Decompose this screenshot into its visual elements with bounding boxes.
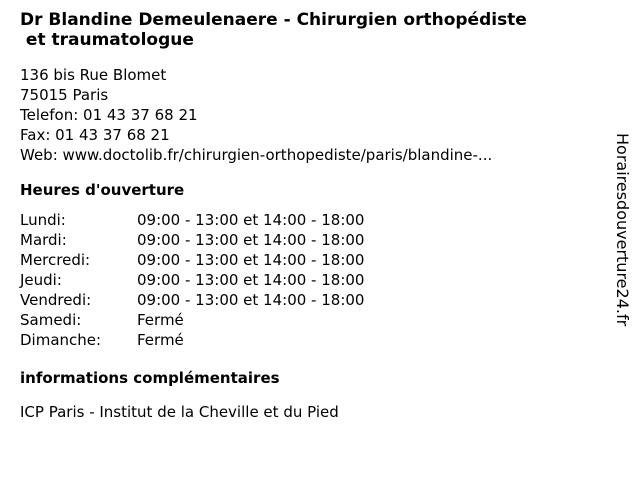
hours-row-samedi <box>20 310 620 330</box>
page-title <box>20 10 620 50</box>
hours-row-jeudi <box>20 270 620 290</box>
hours-row-lundi <box>20 210 620 230</box>
title-line-1: Dr Blandine Demeulenaere - Chirurgien orthopédiste <box>20 10 527 30</box>
hours-value: 09:00 - 13:00 et 14:00 - 18:00 <box>137 231 365 249</box>
street-address: 136 bis Rue Blomet <box>20 66 167 84</box>
day-label: Dimanche: <box>20 331 102 349</box>
fax-number: Fax: 01 43 37 68 21 <box>20 126 170 144</box>
hours-row-dimanche <box>20 330 620 350</box>
hours-value: 09:00 - 13:00 et 14:00 - 18:00 <box>137 291 365 309</box>
hours-value: 09:00 - 13:00 et 14:00 - 18:00 <box>137 251 365 269</box>
phone-number[interactable]: Telefon: 01 43 37 68 21 <box>20 106 198 124</box>
title-line-2: et traumatologue <box>25 30 194 50</box>
hours-value: 09:00 - 13:00 et 14:00 - 18:00 <box>137 211 365 229</box>
day-label: Lundi: <box>20 211 66 229</box>
day-label: Jeudi: <box>20 271 62 289</box>
hours-row-vendredi <box>20 290 620 310</box>
hours-value: 09:00 - 13:00 et 14:00 - 18:00 <box>137 271 365 289</box>
hours-row-mercredi <box>20 250 620 270</box>
day-label: Samedi: <box>20 311 82 329</box>
additional-info-heading: informations complémentaires <box>20 369 280 387</box>
hours-row-mardi <box>20 230 620 250</box>
day-label: Mercredi: <box>20 251 91 269</box>
day-label: Vendredi: <box>20 291 92 309</box>
brand-watermark[interactable]: Horairesdouverture24.fr <box>613 133 632 327</box>
contact-block <box>20 65 620 165</box>
opening-hours-table <box>20 210 620 350</box>
website-link[interactable]: Web: www.doctolib.fr/chirurgien-orthopediste/paris/blandine-... <box>20 146 493 164</box>
additional-info-text: ICP Paris - Institut de la Cheville et du Pied <box>20 403 339 421</box>
hours-value: Fermé <box>137 331 184 349</box>
business-card <box>20 10 620 422</box>
day-label: Mardi: <box>20 231 67 249</box>
opening-hours-heading: Heures d'ouverture <box>20 181 185 199</box>
hours-value: Fermé <box>137 311 184 329</box>
city-postcode: 75015 Paris <box>20 86 109 104</box>
